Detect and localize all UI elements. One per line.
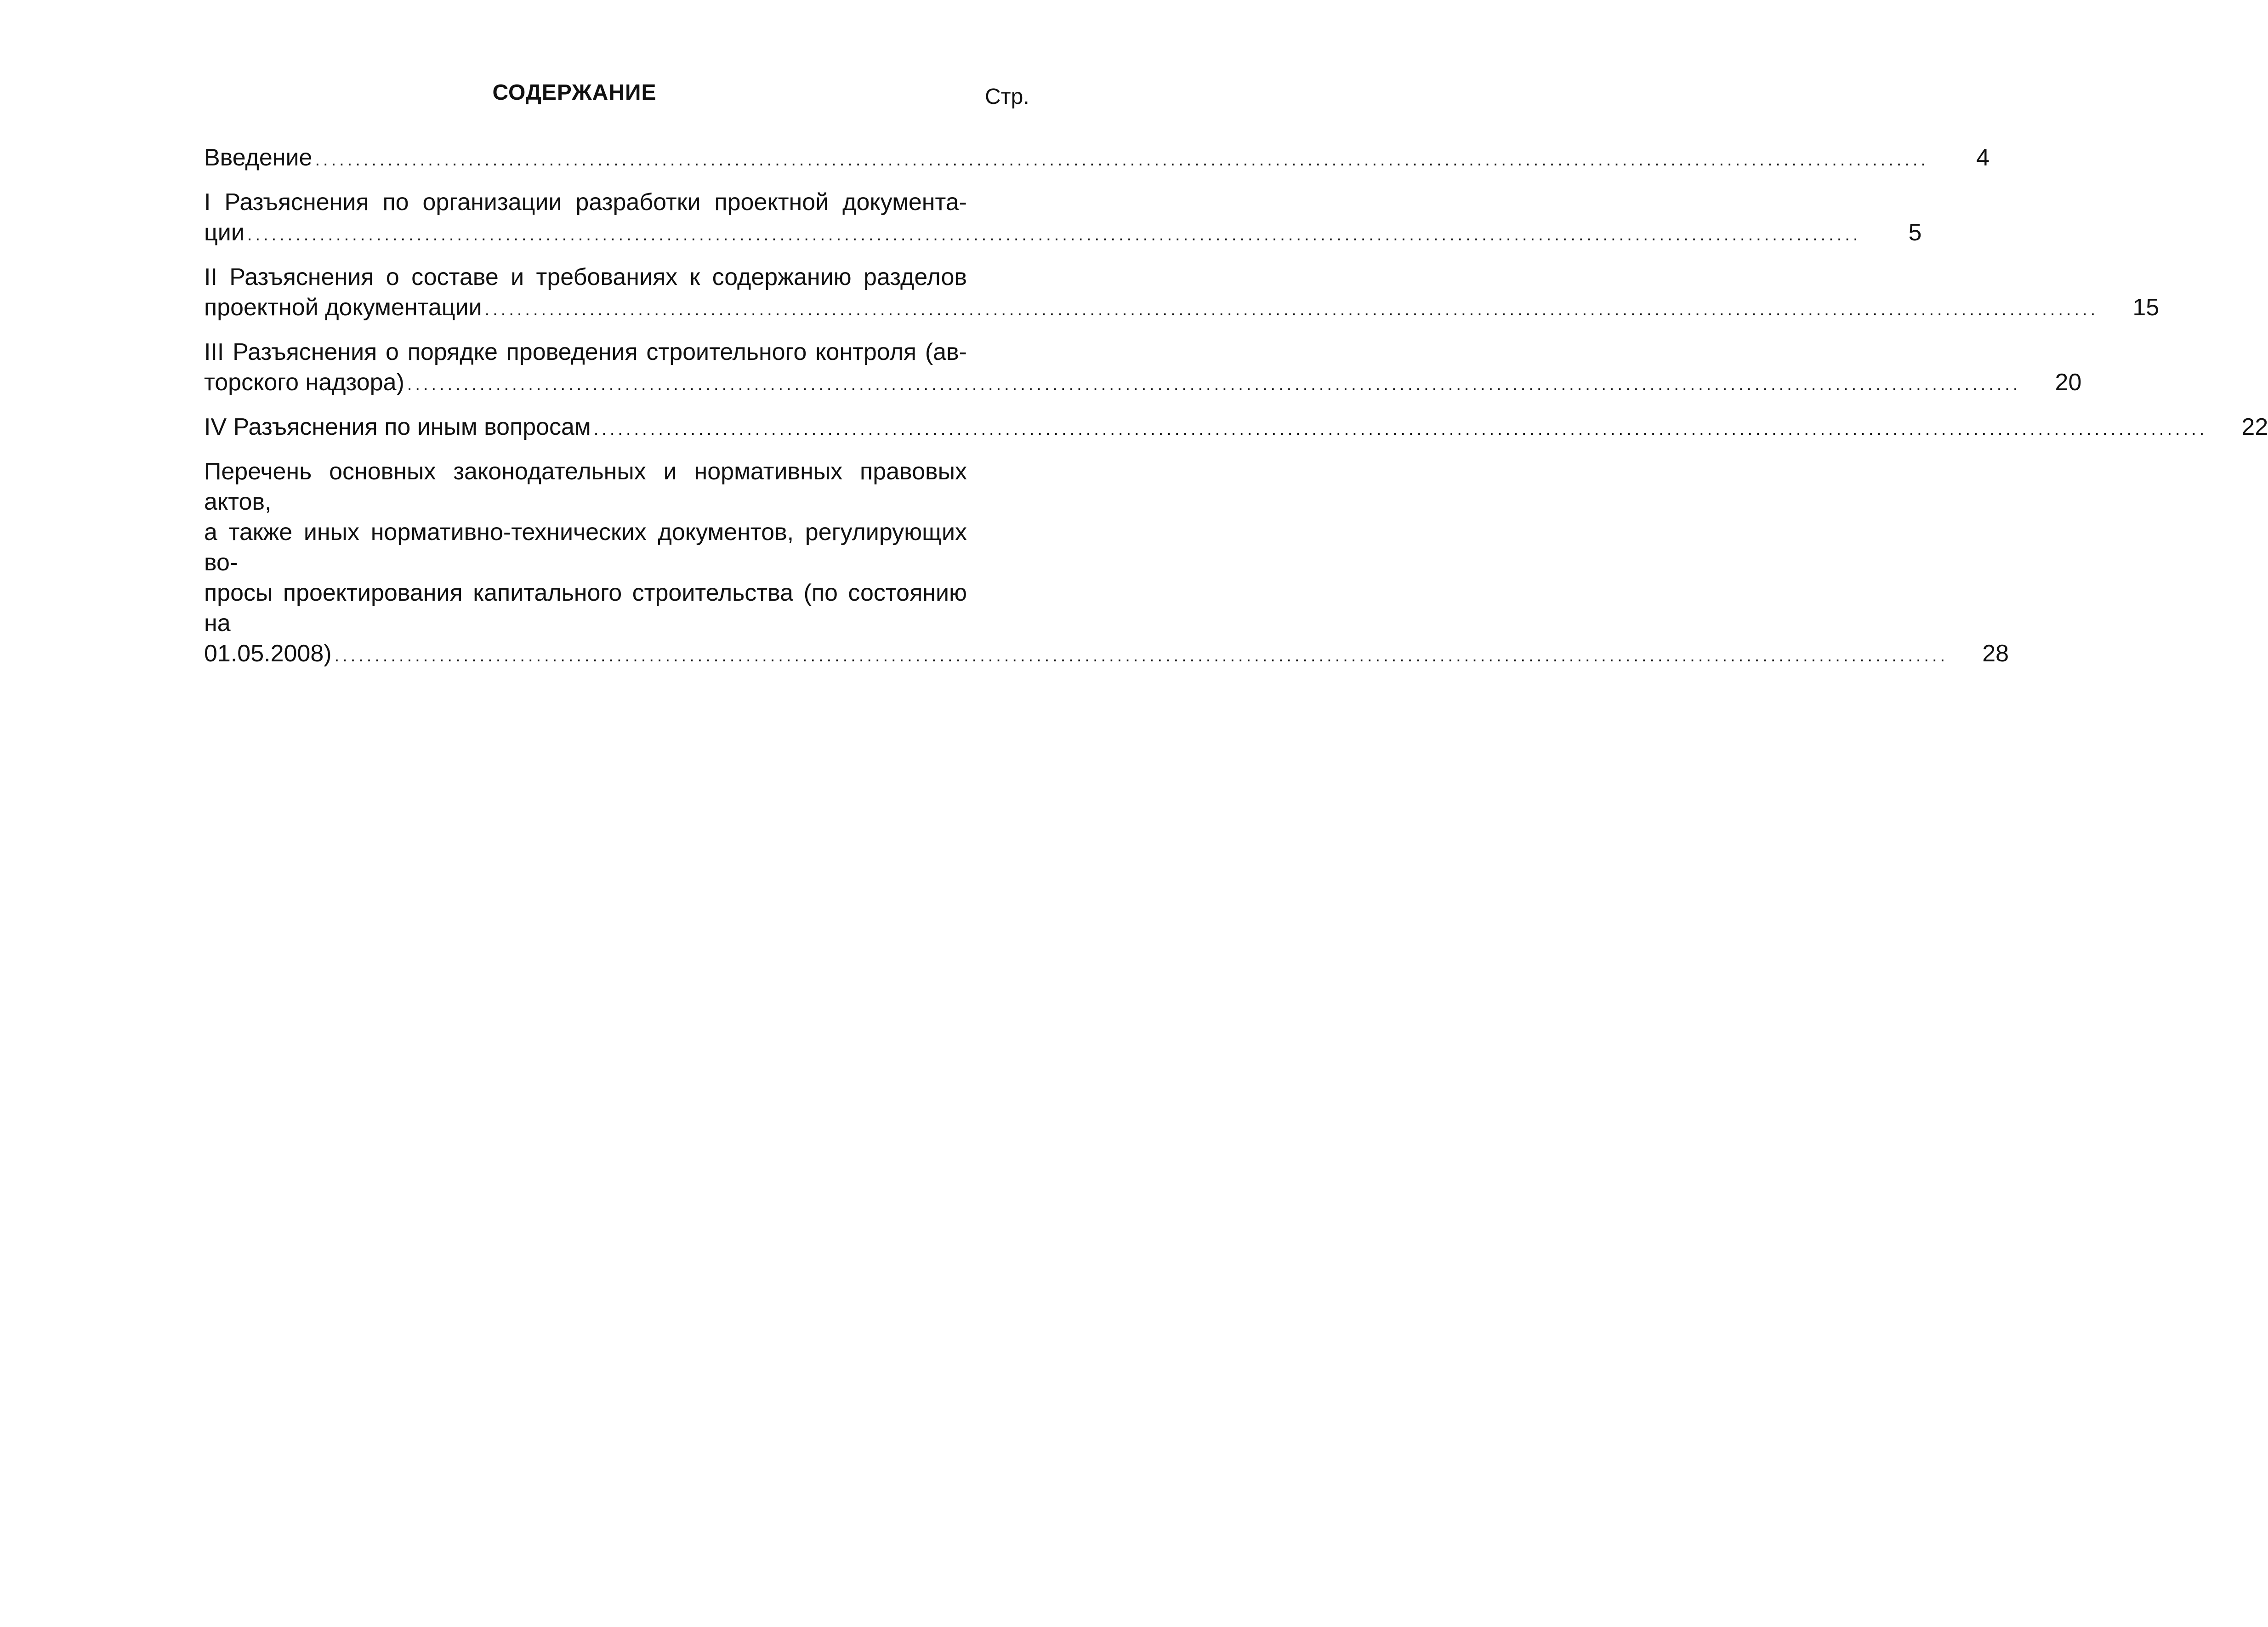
toc-entry-text: просы проектирования капитального строительства (по состоянию на xyxy=(204,580,967,637)
toc-line xyxy=(204,292,2160,325)
dot-leader: ........................................................................................................................................................................................................ xyxy=(247,225,1861,245)
toc-line xyxy=(204,262,1045,292)
page-title: СОДЕРЖАНИЕ xyxy=(492,80,657,105)
toc-page-number: 28 xyxy=(1982,640,2009,667)
dot-leader: ........................................................................................................................................................................................................ xyxy=(315,150,1929,170)
toc-line xyxy=(204,217,1922,250)
toc-line xyxy=(204,638,2009,671)
page-column-label: Стр. xyxy=(985,85,1029,109)
toc-entry-text: 01.05.2008) xyxy=(204,640,332,667)
toc-line xyxy=(204,456,1045,517)
toc-entry-text: III Разъяснения о порядке проведения строительного контроля (ав- xyxy=(204,339,967,365)
toc-line xyxy=(204,578,1045,638)
toc-line xyxy=(204,337,1045,367)
toc-line xyxy=(204,412,2268,444)
toc-entry-text: а также иных нормативно-технических документов, регулирующих во- xyxy=(204,519,967,576)
toc-line xyxy=(204,517,1045,578)
toc-line xyxy=(204,142,1989,175)
toc-entry[interactable] xyxy=(204,412,2268,444)
toc-entry-text: Перечень основных законодательных и нормативных правовых актов, xyxy=(204,458,967,515)
toc-page-number: 22 xyxy=(2241,414,2268,440)
dot-leader: ........................................................................................................................................................................................................ xyxy=(334,646,1949,666)
toc-entry-text: IV Разъяснения по иным вопросам xyxy=(204,414,591,440)
toc-entry-text: I Разъяснения по организации разработки проектной документа- xyxy=(204,189,967,216)
toc-entry[interactable] xyxy=(204,456,2009,671)
toc-entry[interactable] xyxy=(204,337,2082,400)
toc-entry-text: II Разъяснения о составе и требованиях к содержанию разделов xyxy=(204,264,967,290)
toc-entry[interactable] xyxy=(204,187,1922,250)
toc-entry-text: ции xyxy=(204,219,244,246)
toc-entry-text: проектной документации xyxy=(204,294,482,321)
toc-page-number: 15 xyxy=(2132,294,2160,321)
dot-leader: ........................................................................................................................................................................................................ xyxy=(407,375,2021,394)
toc-line xyxy=(204,187,1045,217)
toc-entry-text: торского надзора) xyxy=(204,369,404,396)
toc-line xyxy=(204,367,2082,400)
toc-page-number: 20 xyxy=(2055,369,2082,396)
toc-entry-text: Введение xyxy=(204,144,313,171)
toc-entry[interactable] xyxy=(204,262,2160,325)
toc-page-number: 4 xyxy=(1976,144,1989,171)
toc-entry[interactable] xyxy=(204,142,1989,175)
table-of-contents xyxy=(204,142,2268,683)
dot-leader: ........................................................................................................................................................................................................ xyxy=(593,420,2208,439)
toc-page-number: 5 xyxy=(1908,219,1922,246)
dot-leader: ........................................................................................................................................................................................................ xyxy=(484,300,2099,319)
